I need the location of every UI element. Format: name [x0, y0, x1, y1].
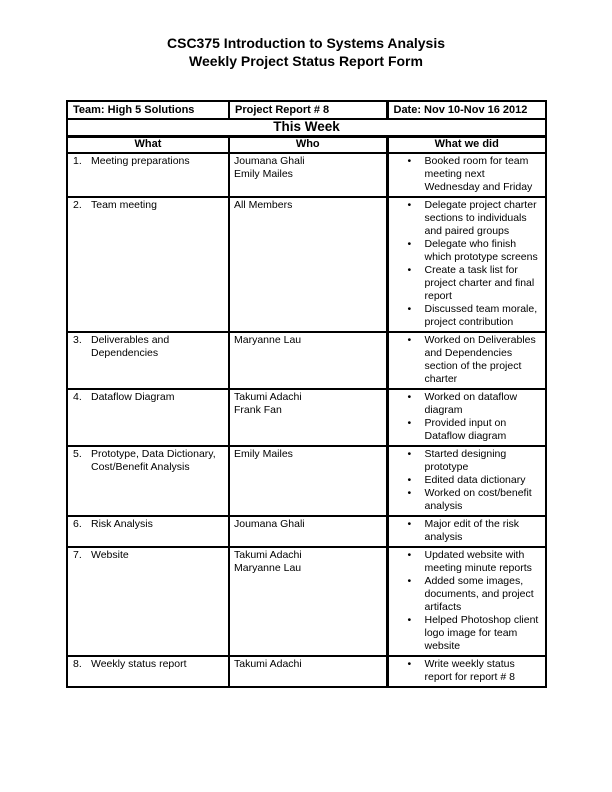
who-line: Maryanne Lau: [234, 334, 302, 346]
what-cell: [67, 446, 229, 516]
did-bullet-list: [389, 448, 544, 513]
row-number: 8.: [73, 658, 82, 670]
row-what: Team meeting: [91, 199, 157, 211]
table-row: [67, 197, 546, 332]
status-report-table: [66, 100, 547, 688]
who-line: Joumana Ghali: [234, 155, 305, 167]
page-title: [0, 34, 612, 70]
who-cell: [229, 547, 387, 656]
row-number: 3.: [73, 334, 82, 346]
did-cell: [387, 332, 546, 389]
report-table-body: [67, 153, 546, 687]
did-bullet-item: • Provided input on Dataflow diagram: [389, 417, 544, 443]
who-line: Maryanne Lau: [234, 562, 302, 574]
report-number-cell: Project Report # 8: [229, 101, 387, 119]
table-row: [67, 547, 546, 656]
team-cell: Team: High 5 Solutions: [67, 101, 229, 119]
row-number: 7.: [73, 549, 82, 561]
did-bullet-item: • Worked on Deliverables and Dependencies section of the project charter: [389, 334, 544, 386]
who-cell: [229, 389, 387, 446]
what-cell: [67, 197, 229, 332]
table-row: [67, 153, 546, 197]
who-cell: [229, 197, 387, 332]
row-number: 2.: [73, 199, 82, 211]
title-line-1: CSC375 Introduction to Systems Analysis: [167, 35, 445, 51]
did-bullet-item: • Started designing prototype: [389, 448, 544, 474]
who-line: Takumi Adachi: [234, 549, 302, 561]
row-what: Website: [91, 549, 129, 561]
who-cell: [229, 446, 387, 516]
row-number: 6.: [73, 518, 82, 530]
did-bullet-list: [389, 334, 544, 386]
who-line: Emily Mailes: [234, 448, 293, 460]
col-header-did: What we did: [387, 137, 546, 154]
did-bullet-item: • Booked room for team meeting next Wednesday and Friday: [389, 155, 544, 194]
table-row: [67, 332, 546, 389]
did-bullet-item: • Delegate project charter sections to individuals and paired groups: [389, 199, 544, 238]
col-header-what: What: [67, 137, 229, 154]
what-cell: [67, 389, 229, 446]
did-cell: [387, 446, 546, 516]
row-what: Prototype, Data Dictionary, Cost/Benefit Analysis: [91, 448, 216, 473]
row-number: 1.: [73, 155, 82, 167]
who-line: Takumi Adachi: [234, 658, 302, 670]
who-cell: [229, 153, 387, 197]
section-header: This Week: [67, 119, 546, 137]
did-bullet-list: [389, 518, 544, 544]
did-bullet-list: [389, 155, 544, 194]
did-bullet-list: [389, 391, 544, 443]
did-cell: [387, 547, 546, 656]
row-what: Deliverables and Dependencies: [91, 334, 170, 359]
did-bullet-item: • Added some images, documents, and project artifacts: [389, 575, 544, 614]
did-bullet-item: • Worked on cost/benefit analysis: [389, 487, 544, 513]
did-cell: [387, 516, 546, 547]
did-bullet-item: • Edited data dictionary: [389, 474, 544, 487]
table-row: [67, 516, 546, 547]
did-cell: [387, 656, 546, 687]
col-header-who: Who: [229, 137, 387, 154]
who-cell: [229, 656, 387, 687]
who-line: All Members: [234, 199, 293, 211]
row-what: Weekly status report: [91, 658, 187, 670]
what-cell: [67, 516, 229, 547]
section-header-row: [67, 119, 546, 137]
what-cell: [67, 547, 229, 656]
did-bullet-item: • Updated website with meeting minute reports: [389, 549, 544, 575]
did-bullet-list: [389, 549, 544, 653]
what-cell: [67, 656, 229, 687]
did-bullet-list: [389, 658, 544, 684]
did-cell: [387, 197, 546, 332]
did-bullet-item: • Delegate who finish which prototype screens: [389, 238, 544, 264]
who-line: Joumana Ghali: [234, 518, 305, 530]
table-row: [67, 389, 546, 446]
did-bullet-item: • Helped Photoshop client logo image for team website: [389, 614, 544, 653]
did-bullet-item: • Discussed team morale, project contribution: [389, 303, 544, 329]
who-cell: [229, 332, 387, 389]
did-bullet-item: • Create a task list for project charter and final report: [389, 264, 544, 303]
who-cell: [229, 516, 387, 547]
did-cell: [387, 153, 546, 197]
row-what: Dataflow Diagram: [91, 391, 175, 403]
did-cell: [387, 389, 546, 446]
who-line: Takumi Adachi: [234, 391, 302, 403]
who-line: Frank Fan: [234, 404, 282, 416]
row-what: Risk Analysis: [91, 518, 153, 530]
row-number: 5.: [73, 448, 82, 460]
meta-row: [67, 101, 546, 119]
row-what: Meeting preparations: [91, 155, 190, 167]
what-cell: [67, 332, 229, 389]
did-bullet-list: [389, 199, 544, 329]
what-cell: [67, 153, 229, 197]
column-header-row: [67, 137, 546, 154]
title-line-2: Weekly Project Status Report Form: [189, 53, 423, 69]
who-line: Emily Mailes: [234, 168, 293, 180]
row-number: 4.: [73, 391, 82, 403]
did-bullet-item: • Major edit of the risk analysis: [389, 518, 544, 544]
did-bullet-item: • Write weekly status report for report # 8: [389, 658, 544, 684]
did-bullet-item: • Worked on dataflow diagram: [389, 391, 544, 417]
date-cell: Date: Nov 10-Nov 16 2012: [387, 101, 546, 119]
table-row: [67, 446, 546, 516]
table-row: [67, 656, 546, 687]
